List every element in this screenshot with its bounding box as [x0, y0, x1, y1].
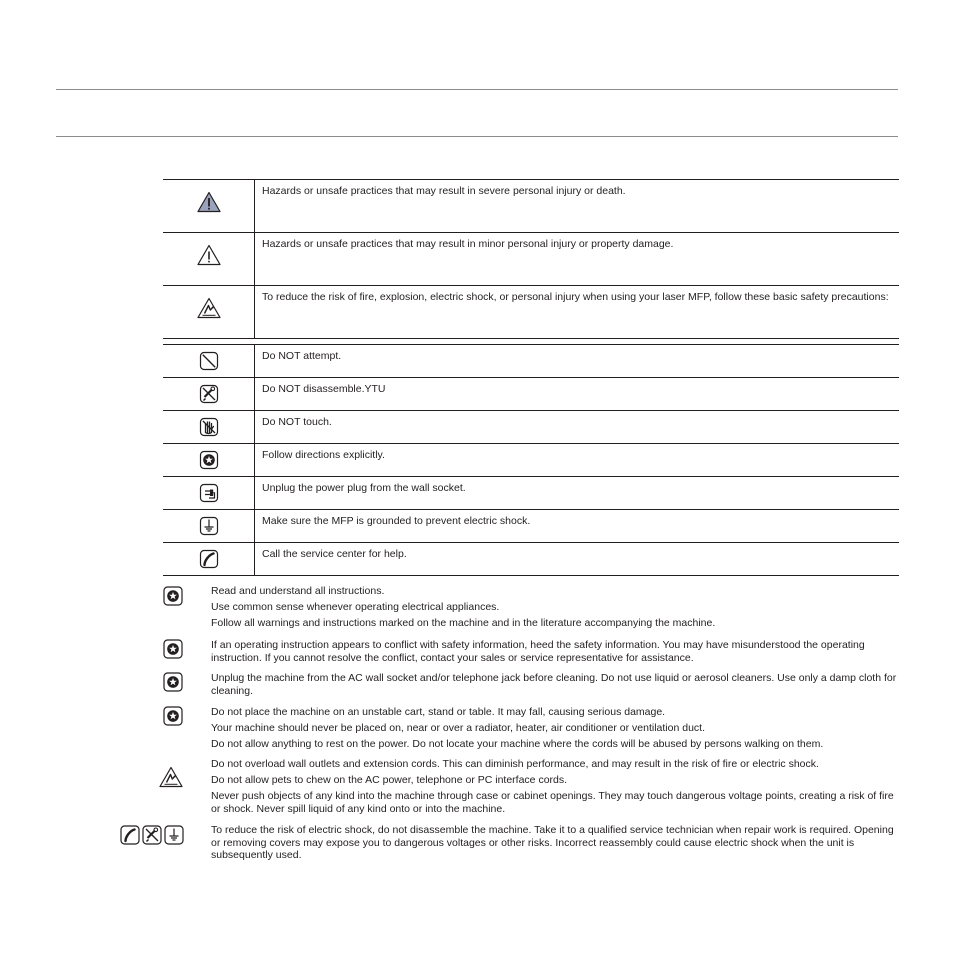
follow-directions-icon: [163, 672, 183, 692]
precaution-text: Never push objects of any kind into the machine through case or cabinet openings. They may touch dangerous voltage points, creating a risk of fire or shock. Never spill liquid of any kind onto or into the machine.: [211, 790, 894, 815]
symbol-description: Hazards or unsafe practices that may result in minor personal injury or property damage.: [255, 233, 900, 286]
precaution-text: Do not overload wall outlets and extension cords. This can diminish performance, and may result in the risk of fire or electric shock.: [211, 758, 819, 770]
symbol-row-call-service: [163, 543, 899, 576]
symbol-row-ground: [163, 510, 899, 543]
section-divider: [56, 136, 898, 137]
ground-icon: [199, 516, 219, 536]
electric-hazard-icon: [159, 766, 183, 788]
follow-directions-icon: [163, 639, 183, 659]
do-not-disassemble-icon: [199, 384, 219, 404]
do-not-touch-icon: [199, 417, 219, 437]
follow-directions-icon: [199, 450, 219, 470]
symbol-description: To reduce the risk of fire, explosion, electric shock, or personal injury when using your laser MFP, follow these basic safety precautions:: [255, 286, 900, 339]
warning-triangle-icon: [197, 191, 221, 213]
symbol-row-follow-directions: [163, 444, 899, 477]
symbol-row-warning: [163, 180, 899, 233]
precaution-text: Do not allow pets to chew on the AC power, telephone or PC interface cords.: [211, 774, 568, 786]
symbol-row-do-not-touch: [163, 411, 899, 444]
safety-symbols-table: [163, 179, 899, 576]
symbol-description: Follow directions explicitly.: [255, 444, 900, 477]
follow-directions-icon: [163, 706, 183, 726]
electric-hazard-icon: [197, 297, 221, 319]
symbol-description: Call the service center for help.: [255, 543, 900, 576]
symbol-description: Do NOT disassemble.YTU: [255, 378, 900, 411]
precaution-text: Follow all warnings and instructions marked on the machine and in the literature accompanying the machine.: [211, 617, 716, 629]
symbol-row-caution: [163, 233, 899, 286]
symbol-row-do-not-attempt: [163, 345, 899, 378]
symbol-description: Do NOT attempt.: [255, 345, 900, 378]
symbol-description: Hazards or unsafe practices that may result in severe personal injury or death.: [255, 180, 900, 233]
call-service-icon: [199, 549, 219, 569]
precaution-text: If an operating instruction appears to conflict with safety information, heed the safety information. You may have misunderstood the operating instruction. If you cannot resolve the conflict, contact your sales or service representative for assistance.: [211, 639, 865, 664]
precaution-text: Do not allow anything to rest on the power. Do not locate your machine where the cords will be abused by persons walking on them.: [211, 738, 824, 750]
precaution-text: Use common sense whenever operating electrical appliances.: [211, 601, 500, 613]
symbol-row-do-not-disassemble: [163, 378, 899, 411]
caution-triangle-icon: [197, 244, 221, 266]
precaution-text: Do not place the machine on an unstable cart, stand or table. It may fall, causing serious damage.: [211, 706, 666, 718]
follow-directions-icon: [163, 586, 183, 606]
top-divider: [56, 89, 898, 90]
symbol-description: Unplug the power plug from the wall socket.: [255, 477, 900, 510]
ground-icon: [164, 825, 184, 845]
do-not-disassemble-icon: [142, 825, 162, 845]
precaution-text: Unplug the machine from the AC wall socket and/or telephone jack before cleaning. Do not use liquid or aerosol cleaners. Use only a damp cloth for cleaning.: [211, 672, 897, 697]
symbol-row-unplug: [163, 477, 899, 510]
call-service-icon: [120, 825, 140, 845]
symbol-description: Do NOT touch.: [255, 411, 900, 444]
unplug-icon: [199, 483, 219, 503]
symbol-description: Make sure the MFP is grounded to prevent electric shock.: [255, 510, 900, 543]
precaution-text: To reduce the risk of electric shock, do not disassemble the machine. Take it to a qualified service technician when repair work is required. Opening or removing covers may expose you to dangerous voltages or other risks. Incorrect reassembly could cause electric shock when the unit is subsequently used.: [211, 824, 894, 861]
precaution-text: Your machine should never be placed on, near or over a radiator, heater, air conditioner or ventilation duct.: [211, 722, 706, 734]
symbol-row-electric-hazard: [163, 286, 899, 339]
do-not-attempt-icon: [199, 351, 219, 371]
precaution-text: Read and understand all instructions.: [211, 585, 385, 597]
